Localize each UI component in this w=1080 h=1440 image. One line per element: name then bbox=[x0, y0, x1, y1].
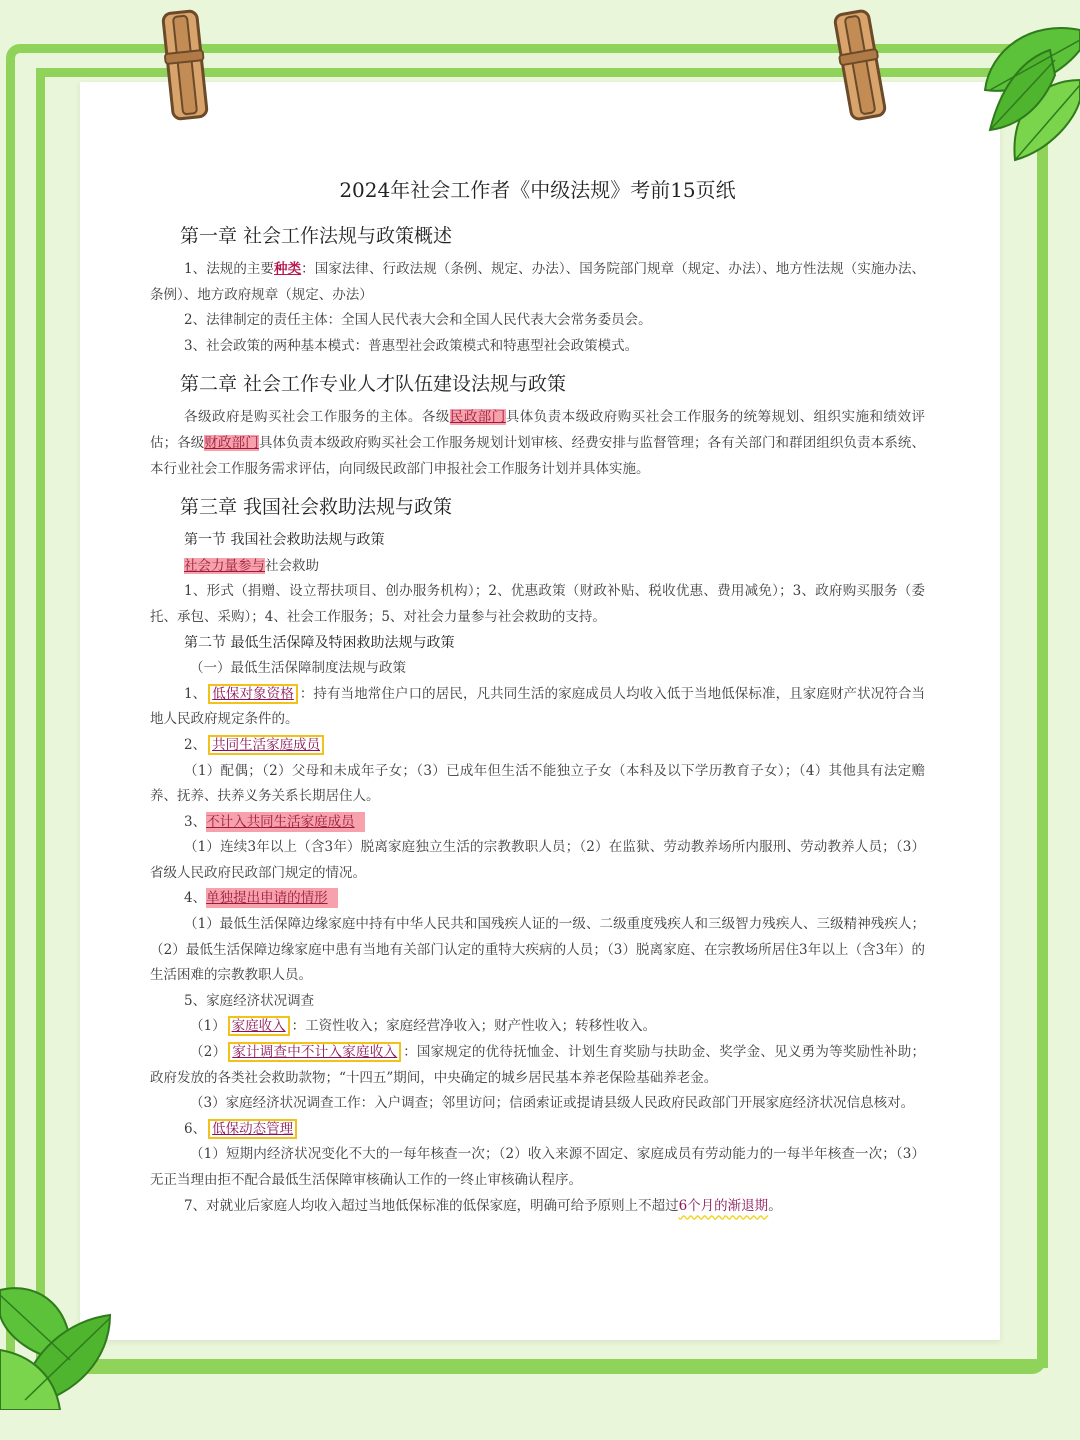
text-run: ：国家法律、行政法规（条例、规定、办法）、国务院部门规章（规定、办法）、地方性法规（实施办法、条例）、地方政府规章（规定、办法） bbox=[150, 261, 926, 303]
paragraph: （一）最低生活保障制度法规与政策 bbox=[190, 660, 406, 677]
highlight-keyword: 民政部门 bbox=[449, 409, 506, 426]
text-run: 1、 bbox=[184, 685, 207, 702]
boxed-keyword: 家庭收入 bbox=[228, 1016, 290, 1036]
highlight-keyword: 种类 bbox=[274, 261, 302, 277]
text-run: 。 bbox=[768, 1197, 782, 1214]
text-run: （2） bbox=[190, 1044, 227, 1061]
paragraph bbox=[150, 1117, 925, 1143]
paragraph: （1）短期内经济状况变化不大的一每年核查一次；（2）收入来源不固定、家庭成员有劳动能力的一每半年核查一次；（3）无正当理由拒不配合最低生活保障审核确认工作的一终止审核确认程序。 bbox=[150, 1146, 925, 1188]
chapter-heading: 第三章 我国社会救助法规与政策 bbox=[180, 496, 453, 519]
paragraph bbox=[150, 405, 925, 482]
text-run: 1、法规的主要 bbox=[184, 261, 275, 277]
highlight-keyword: 社会力量参与 bbox=[184, 557, 265, 574]
leaves-icon bbox=[930, 20, 1080, 180]
paragraph: 3、社会政策的两种基本模式：普惠型社会政策模式和特惠型社会政策模式。 bbox=[184, 337, 639, 354]
document-body bbox=[150, 175, 925, 1219]
text-run: 3、 bbox=[184, 813, 207, 830]
paragraph: 2、法律制定的责任主体：全国人民代表大会和全国人民代表大会常务委员会。 bbox=[184, 312, 652, 329]
highlight-keyword: 单独提出申请的情形 bbox=[206, 888, 338, 908]
paragraph: 5、家庭经济状况调查 bbox=[184, 992, 315, 1009]
text-run: 具体负责本级政府购买社会工作服务规划计划审核、经费安排与监督管理；各有关部门和群团组织负责本系统、本行业社会工作服务需求评估，向同级民政部门申报社会工作服务计划并具体实施。 bbox=[150, 434, 926, 477]
paragraph bbox=[150, 554, 925, 580]
text-run: 4、 bbox=[184, 890, 207, 907]
paragraph bbox=[150, 1014, 925, 1040]
boxed-keyword: 共同生活家庭成员 bbox=[208, 735, 324, 755]
paragraph: （3）家庭经济状况调查工作：入户调查；邻里访问；信函索证或提请县级人民政府民政部门开展家庭经济状况信息核对。 bbox=[190, 1095, 915, 1112]
text-run: 6、 bbox=[184, 1120, 207, 1137]
text-run: （1） bbox=[190, 1018, 226, 1035]
paragraph: （1）配偶；（2）父母和未成年子女；（3）已成年但生活不能独立子女（本科及以下学历教育子女）；（4）其他具有法定赡养、抚养、扶养义务关系长期居住人。 bbox=[150, 762, 925, 805]
text-run: 具体负责本级政府购买社会工作服务的统筹规划、组织实施和绩效评估；各级 bbox=[150, 409, 926, 451]
highlight-keyword: 财政部门 bbox=[204, 434, 259, 451]
section-heading: 第一节 我国社会救助法规与政策 bbox=[184, 532, 385, 549]
text-run: ：工资性收入；家庭经营净收入；财产性收入；转移性收入。 bbox=[291, 1018, 657, 1035]
boxed-keyword: 家计调查中不计入家庭收入 bbox=[228, 1042, 401, 1062]
wavy-keyword: 6个月的渐退期 bbox=[678, 1197, 769, 1214]
section-heading: 第二节 最低生活保障及特困救助法规与政策 bbox=[184, 634, 455, 651]
text-run: ：国家规定的优待抚恤金、计划生育奖励与扶助金、奖学金、见义勇为等奖励性补助；政府发放的各类社会救助款物；“十四五”期间，中央确定的城乡居民基本养老保险基础养老金。 bbox=[150, 1044, 926, 1086]
paragraph: （1）最低生活保障边缘家庭中持有中华人民共和国残疾人证的一级、二级重度残疾人和三级智力残疾人、三级精神残疾人；（2）最低生活保障边缘家庭中患有当地有关部门认定的重特大疾病的人员；（3）脱离家庭、在宗教场所居住3年以上（含3年）的生活困难的宗教教职人员。 bbox=[150, 916, 925, 984]
paragraph bbox=[150, 1194, 925, 1220]
text-run: 社会救助 bbox=[265, 557, 319, 574]
highlight-keyword: 不计入共同生活家庭成员 bbox=[206, 812, 365, 832]
document-title: 2024年社会工作者《中级法规》考前15页纸 bbox=[339, 178, 736, 202]
text-run: ：持有当地常住户口的居民，凡共同生活的家庭成员人均收入低于当地低保标准，且家庭财产状况符合当地人民政府规定条件的。 bbox=[150, 685, 926, 728]
chapter-heading: 第一章 社会工作法规与政策概述 bbox=[180, 225, 453, 247]
clothespin-icon bbox=[154, 8, 215, 123]
boxed-keyword: 低保动态管理 bbox=[208, 1119, 297, 1139]
paragraph bbox=[150, 682, 925, 733]
leaves-icon bbox=[0, 1260, 150, 1410]
text-run: 7、对就业后家庭人均收入超过当地低保标准的低保家庭，明确可给予原则上不超过 bbox=[184, 1197, 679, 1214]
text-run: 各级政府是购买社会工作服务的主体。各级 bbox=[184, 409, 450, 426]
paragraph: 1、形式（捐赠、设立帮扶项目、创办服务机构）；2、优惠政策（财政补贴、税收优惠、费用减免）；3、政府购买服务（委托、承包、采购）；4、社会工作服务；5、对社会力量参与社会救助的支持。 bbox=[150, 583, 925, 625]
paragraph bbox=[150, 733, 925, 759]
text-run: 2、 bbox=[184, 736, 207, 753]
paragraph bbox=[150, 257, 925, 308]
paragraph bbox=[150, 810, 925, 836]
paragraph bbox=[150, 1040, 925, 1091]
chapter-heading: 第二章 社会工作专业人才队伍建设法规与政策 bbox=[180, 373, 567, 396]
paragraph: （1）连续3年以上（含3年）脱离家庭独立生活的宗教教职人员；（2）在监狱、劳动教养场所内服刑、劳动教养人员；（3）省级人民政府民政部门规定的情况。 bbox=[150, 839, 925, 881]
boxed-keyword: 低保对象资格 bbox=[208, 684, 298, 704]
paragraph bbox=[150, 886, 925, 912]
